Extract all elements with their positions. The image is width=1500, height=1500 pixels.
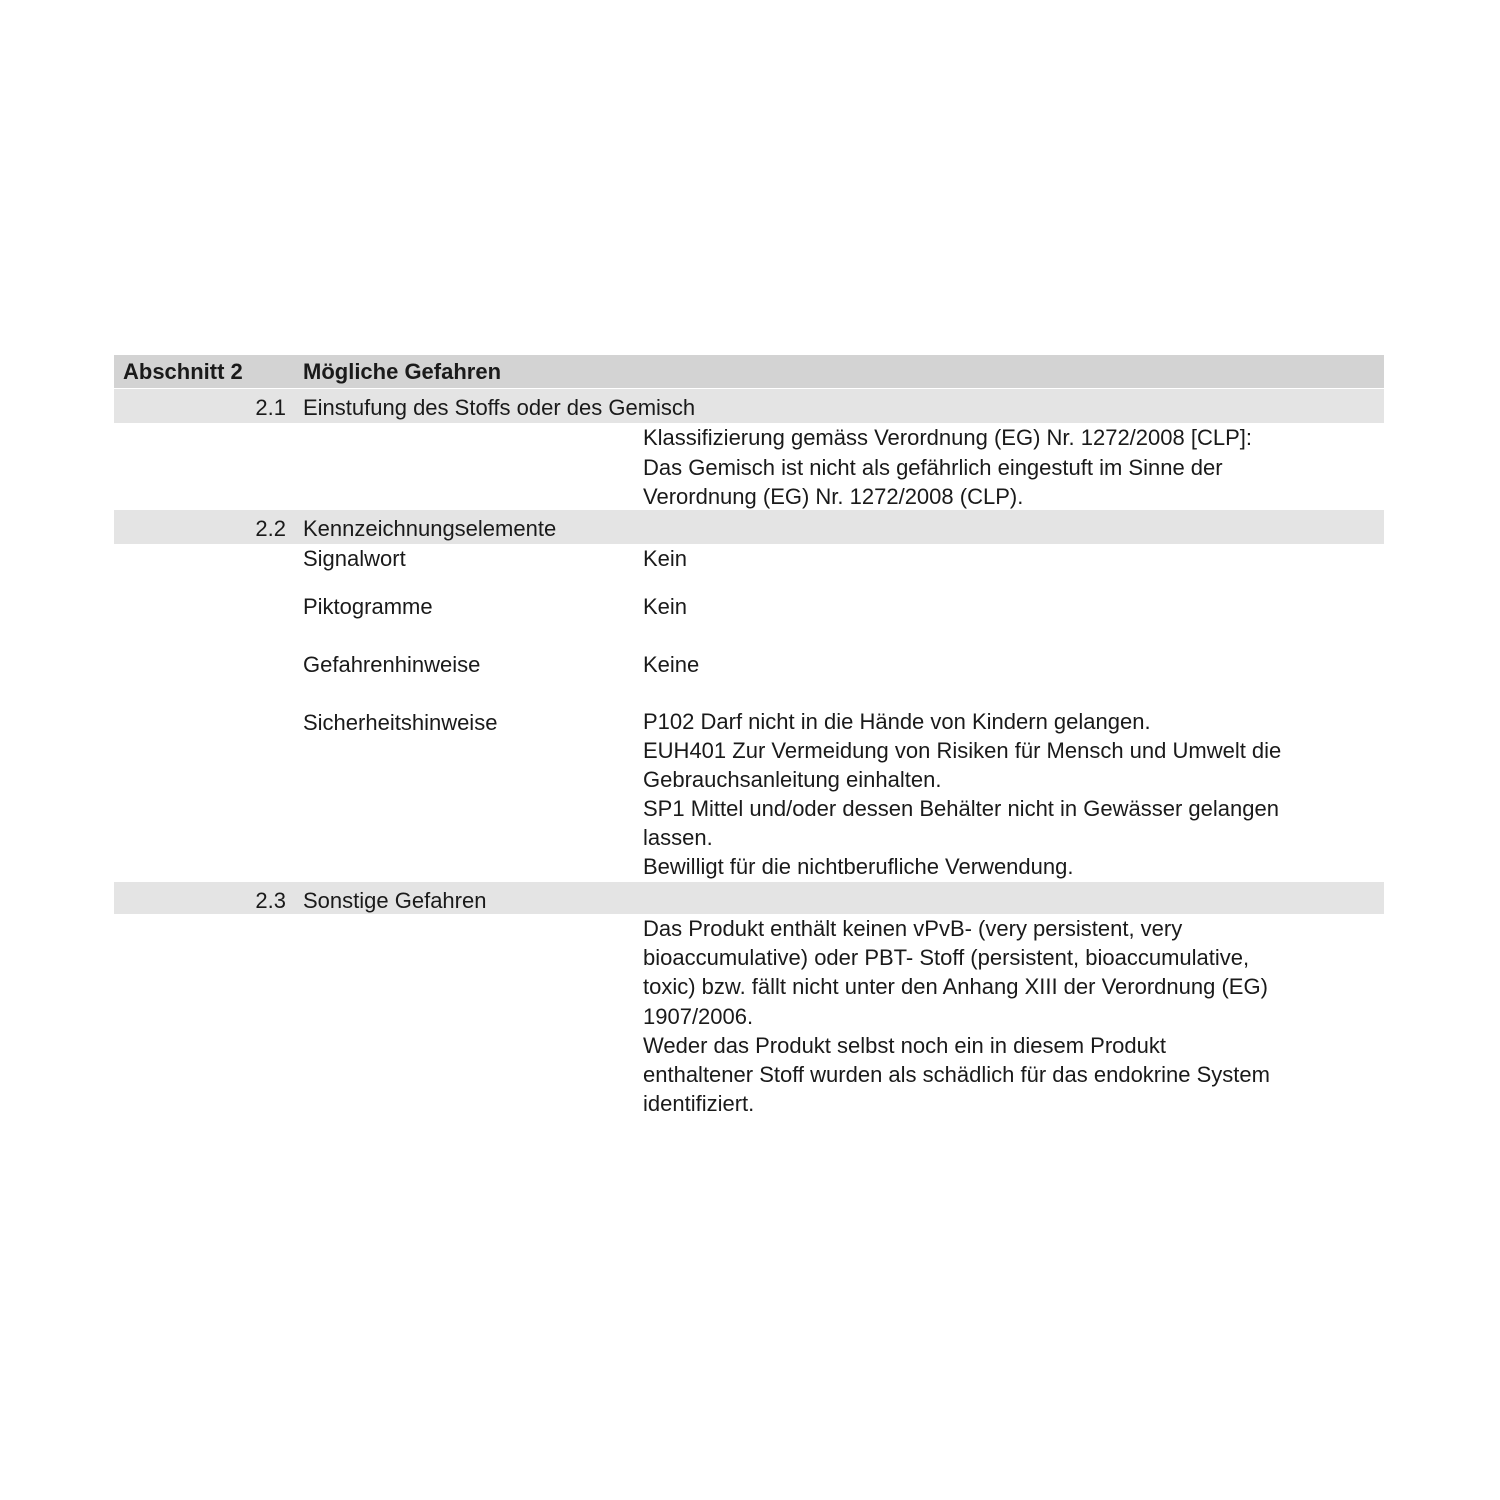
label-piktogramme: Piktogramme	[303, 594, 433, 619]
label-gefahrenhinweise: Gefahrenhinweise	[303, 652, 481, 677]
text-line: Verordnung (EG) Nr. 1272/2008 (CLP).	[643, 484, 1024, 509]
text-line: Weder das Produkt selbst noch ein in diesem Produkt	[643, 1032, 1166, 1058]
text-line: enthaltener Stoff wurden als schädlich für das endokrine System	[643, 1062, 1270, 1088]
text-line: SP1 Mittel und/oder dessen Behälter nicht in Gewässer gelangen	[643, 796, 1279, 821]
text-line: identifiziert.	[643, 1091, 755, 1117]
text-line: Das Gemisch ist nicht als gefährlich eingestuft im Sinne der	[643, 454, 1223, 480]
text-line: lassen.	[643, 825, 713, 850]
subsection-2-2-number: 2.2	[255, 516, 286, 541]
section-label: Abschnitt 2	[123, 359, 243, 384]
label-signalwort: Signalwort	[303, 546, 406, 571]
text-line: EUH401 Zur Vermeidung von Risiken für Mensch und Umwelt die	[643, 738, 1282, 763]
subsection-2-3-title: Sonstige Gefahren	[303, 888, 487, 913]
text-line: toxic) bzw. fällt nicht unter den Anhang XIII der Verordnung (EG)	[643, 974, 1268, 1000]
subsection-2-2-title: Kennzeichnungselemente	[303, 516, 557, 541]
section-title: Mögliche Gefahren	[303, 359, 502, 384]
label-sicherheitshinweise: Sicherheitshinweise	[303, 710, 498, 735]
subsection-2-3-number: 2.3	[255, 888, 286, 913]
value-signalwort: Kein	[643, 546, 688, 571]
text-line: bioaccumulative) oder PBT- Stoff (persistent, bioaccumulative,	[643, 945, 1250, 971]
text-line: Gebrauchsanleitung einhalten.	[643, 767, 942, 792]
text-line: P102 Darf nicht in die Hände von Kindern gelangen.	[643, 709, 1151, 734]
subsection-2-1-title: Einstufung des Stoffs oder des Gemisch	[303, 395, 696, 420]
text-line: 1907/2006.	[643, 1003, 754, 1029]
subsection-2-1-text	[643, 423, 1383, 512]
value-sicherheitshinweise	[643, 707, 1383, 881]
value-piktogramme: Kein	[643, 594, 688, 619]
text-line: Klassifizierung gemäss Verordnung (EG) Nr. 1272/2008 [CLP]:	[643, 425, 1252, 450]
text-line: Das Produkt enthält keinen vPvB- (very persistent, very	[643, 916, 1183, 941]
subsection-2-3-text	[643, 914, 1383, 1118]
subsection-2-1-number: 2.1	[255, 395, 286, 420]
value-gefahrenhinweise: Keine	[643, 652, 700, 677]
text-line: Bewilligt für die nichtberufliche Verwendung.	[643, 854, 1074, 879]
